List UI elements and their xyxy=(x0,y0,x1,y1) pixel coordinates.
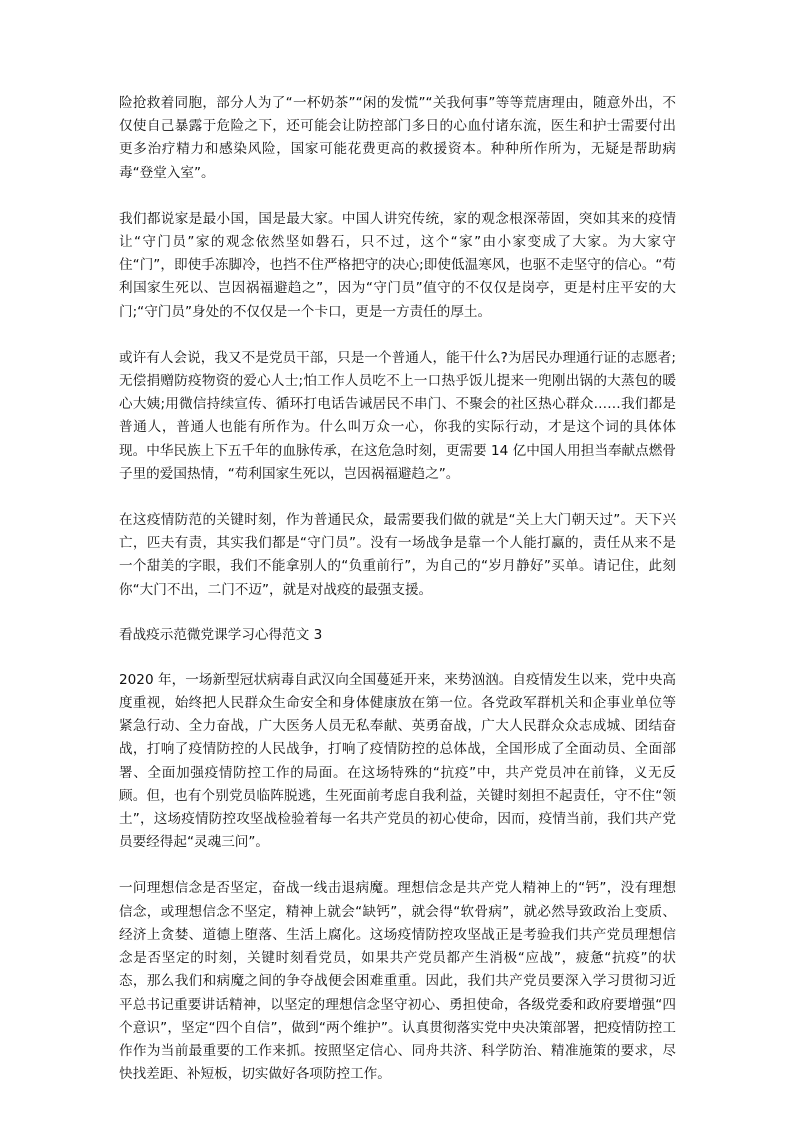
document-page xyxy=(119,92,676,1086)
paragraph-3: 或许有人会说，我又不是党员干部，只是一个普通人，能干什么?为居民办理通行证的志愿者;无偿捐赠防疫物资的爱心人士;怕工作人员吃不上一口热乎饭儿提来一兜刚出锅的大蒸包的暖心大姨;用微信持续宣传、循环打电话告诫居民不串门、不聚会的社区热心群众……我们都是普通人，普通人也能有所作为。什么叫万众一心，你我的实际行动，才是这个词的具体体现。中华民族上下五千年的血脉传承，在这危急时刻，更需要 14 亿中国人用担当奉献点燃骨子里的爱国热情，“苟利国家生死以，岂因祸福避趋之”。 xyxy=(119,349,676,482)
section-heading: 看战疫示范微党课学习心得范文 3 xyxy=(119,626,323,643)
paragraph-2: 我们都说家是最小国，国是最大家。中国人讲究传统，家的观念根深蒂固，突如其来的疫情让“守门员”家的观念依然坚如磐石，只不过，这个“家”由小家变成了大家。为大家守住“门”，即使手冻脚冷，也挡不住严格把守的决心;即使低温寒风，也驱不走坚守的信心。“苟利国家生死以、岂因祸福避趋之”，因为“守门员”值守的不仅仅是岗亭，更是村庄平安的大门;“守门员”身处的不仅仅是一个卡口，更是一方责任的厚土。 xyxy=(119,210,676,320)
paragraph-6: 一问理想信念是否坚定，奋战一线击退病魔。理想信念是共产党人精神上的“钙”，没有理想信念，或理想信念不坚定，精神上就会“缺钙”，就会得“软骨病”，就必然导致政治上变质、经济上贪婪、道德上堕落、生活上腐化。这场疫情防控攻坚战正是考验我们共产党员理想信念是否坚定的时刻，关键时刻看党员，如果共产党员都产生消极“应战”，疲惫“抗疫”的状态，那么我们和病魔之间的争夺战便会困难重重。因此，我们共产党员要深入学习贯彻习近平总书记重要讲话精神，以坚定的理想信念坚守初心、勇担使命，各级党委和政府要增强“四个意识”，坚定“四个自信”，做到“两个维护”。认真贯彻落实党中央决策部署，把疫情防控工作作为当前最重要的工作来抓。按照坚定信心、同舟共济、科学防治、精准施策的要求，尽快找差距、补短板，切实做好各项防控工作。 xyxy=(119,880,676,1083)
paragraph-4: 在这疫情防范的关键时刻，作为普通民众，最需要我们做的就是“关上大门朝天过”。天下兴亡，匹夫有责，其实我们都是“守门员”。没有一场战争是靠一个人能打赢的，责任从来不是一个甜美的字眼，我们不能拿别人的“负重前行”，为自己的“岁月静好”买单。请记住，此刻你“大门不出，二门不迈”，就是对战疫的最强支援。 xyxy=(119,512,676,598)
paragraph-5: 2020 年，一场新型冠状病毒自武汉向全国蔓延开来，来势汹汹。自疫情发生以来，党中央高度重视，始终把人民群众生命安全和身体健康放在第一位。各党政军群机关和企事业单位等紧急行动、全力奋战，广大医务人员无私奉献、英勇奋战，广大人民群众众志成城、团结奋战，打响了疫情防控的人民战争，打响了疫情防控的总体战，全国形成了全面动员、全面部署、全面加强疫情防控工作的局面。在这场特殊的“抗疫”中，共产党员冲在前锋，义无反顾。但，也有个别党员临阵脱逃，生死面前考虑自我利益，关键时刻担不起责任，守不住“领土”，这场疫情防控攻坚战检验着每一名共产党员的初心使命，因而，疫情当前，我们共产党员要经得起“灵魂三问”。 xyxy=(119,671,676,851)
paragraph-1: 险抢救着同胞，部分人为了“一杯奶茶”“闲的发慌”“关我何事”等等荒唐理由，随意外出，不仅使自己暴露于危险之下，还可能会让防控部门多日的心血付诸东流，医生和护士需要付出更多治疗精力和感染风险，国家可能花费更高的救援资本。种种所作所为，无疑是帮助病毒“登堂入室”。 xyxy=(119,95,676,181)
